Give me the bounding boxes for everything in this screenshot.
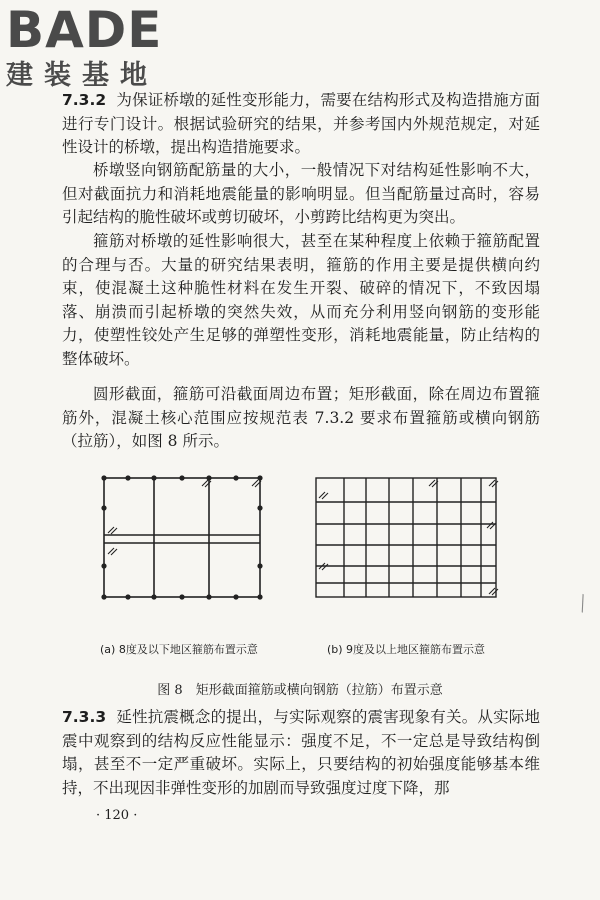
section-7-3-2: [62, 89, 540, 160]
paragraph-reinforcement-ratio: 桥墩竖向钢筋配筋量的大小，一般情况下对结构延性影响不大，但对截面抗力和消耗地震能量的影响明显。但当配筋量过高时，容易引起结构的脆性破坏或剪切破坏，小剪跨比结构更为突出。: [62, 161, 540, 226]
section-7-3-3: [62, 706, 540, 800]
paragraph-section-layout: 圆形截面，箍筋可沿截面周边布置；矩形截面，除在周边布置箍筋外，混凝土核心范围应按规范表 7.3.2 要求布置箍筋或横向钢筋（拉筋），如图 8 所示。: [62, 385, 540, 450]
paragraph-stirrups: 箍筋对桥墩的延性影响很大，甚至在某种程度上依赖于箍筋配置的合理与否。大量的研究结果表明，箍筋的作用主要是提供横向约束，使混凝土这种脆性材料在发生开裂、破碎的情况下，不致因塌落、崩溃而引起桥墩的突然失效，从而充分利用竖向钢筋的变形能力，使塑性铰处产生足够的弹塑性变形，消耗地震能量，防止结构的整体破坏。: [62, 232, 540, 368]
figure-a-caption: (a) 8度及以下地区箍筋布置示意: [100, 643, 258, 656]
figure-b: [311, 470, 501, 606]
figure-a: [98, 470, 270, 606]
section-number: 7.3.3: [62, 708, 107, 726]
page-number: · 120 ·: [96, 808, 138, 823]
logo-subtitle: 建装基地: [6, 60, 158, 91]
section-number: 7.3.2: [62, 91, 107, 109]
section-text: 为保证桥墩的延性变形能力，需要在结构形式及构造措施方面进行专门设计。根据试验研究的结果，并参考国内外规范规定，对延性设计的桥墩，提出构造措施要求。: [62, 91, 540, 156]
figure-title: 图 8 矩形截面箍筋或横向钢筋（拉筋）布置示意: [157, 683, 443, 698]
section-text: 延性抗震概念的提出，与实际观察的震害现象有关。从实际地震中观察到的结构反应性能显示：强度不足，不一定总是导致结构倒塌，甚至不一定严重破坏。实际上，只要结构的初始强度能够基本维持，不出现因非弹性变形的加剧而导致强度过度下降，那: [62, 708, 540, 797]
figure-b-caption: (b) 9度及以上地区箍筋布置示意: [327, 643, 486, 656]
logo-brand: BADE: [6, 1, 163, 59]
figure-a-outer-hoop: [104, 478, 260, 597]
figure-b-outer-hoop: [316, 478, 496, 597]
logo: [6, 1, 176, 92]
scan-mark: ╲: [574, 594, 590, 614]
